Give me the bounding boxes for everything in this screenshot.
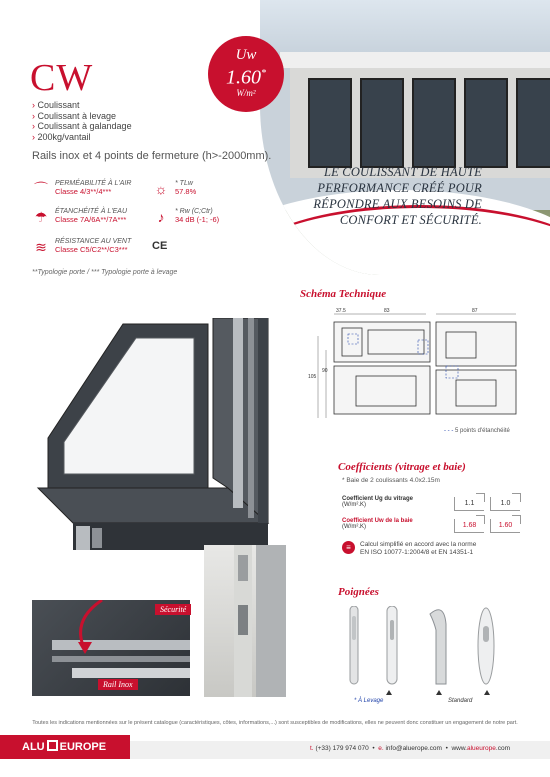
product-title: CW [30, 57, 94, 99]
sound-icon: ♪ [157, 209, 165, 225]
uw-row: Coefficient Uw de la baie (W/m².K) [342, 518, 413, 530]
logo-square-icon [47, 740, 58, 751]
rail-inox-label: Rail Inox [98, 679, 138, 690]
standard-label: Standard [448, 698, 473, 704]
spec-tlw: ☼ * TLw 57.8% [152, 180, 196, 198]
spec-water: ☂ ÉTANCHÉITÉ À L'EAU Classe 7A/6A**/7A*** [32, 208, 127, 226]
dim-h2: 90 [322, 368, 328, 374]
lever-label: * À Levage [354, 698, 384, 704]
disclaimer: Toutes les indications mentionnées sur le présent catalogue (caractéristiques, côtes, informations,...) sont susceptibles de modifications, elles ne peuvent donc constituer un engagement de notre part. [32, 720, 518, 726]
sun-icon: ☼ [154, 181, 168, 197]
security-label: Sécurité [155, 604, 191, 615]
ug-value-2: 1.0 [490, 497, 520, 511]
list-item: › Coulissant à levage [32, 111, 132, 122]
footer [0, 735, 550, 759]
technical-schema-drawing [296, 306, 526, 426]
document-icon: ≡ [342, 541, 355, 554]
rails-text: Rails inox et 4 points de fermeture (h>-2000mm). [32, 150, 272, 162]
uw-value-1: 1.68 [454, 519, 484, 533]
standard-marker-icon [484, 690, 490, 695]
frame-profile-illustration [28, 318, 288, 578]
dim-w1: 37.5 [336, 308, 346, 314]
coefficients-subtitle: * Baie de 2 coulissants 4.0x2.15m [342, 477, 440, 484]
dim-h1: 105 [308, 374, 317, 380]
standard-handle-1-icon [424, 606, 458, 688]
standard-marker-icon [436, 690, 442, 695]
list-item: › Coulissant à galandage [32, 121, 132, 132]
website-link[interactable]: www.alueurope.com [451, 745, 510, 752]
calc-note: ≡ Calcul simplifié en accord avec la norme EN ISO 10077-1:2004/8 et EN 14351-1 [342, 541, 476, 557]
spec-wind: ≋ RÉSISTANCE AU VENT Classe C5/C2**/C3*** [32, 238, 131, 256]
spec-air: ⌒ PERMÉABILITÉ À L'AIR Classe 4/3**/4*** [34, 180, 132, 197]
lever-handle-2-icon [384, 606, 400, 688]
contact-info: t. (+33) 179 974 070 • e. info@aluerope.com • www.alueurope.com [310, 745, 510, 752]
schema-title: Schéma Technique [300, 288, 387, 300]
ug-row: Coefficient Ug du vitrage (W/m².K) [342, 496, 414, 508]
uw-badge: Uw 1.60* W/m² [208, 36, 284, 112]
standard-handle-2-icon [476, 606, 496, 688]
schema-note: - - - 5 points d'étanchéité [444, 428, 510, 434]
ug-value-1: 1.1 [454, 497, 484, 511]
email-link[interactable]: info@aluerope.com [385, 745, 442, 752]
hero-building-photo [260, 0, 550, 275]
water-icon: ☂ [34, 209, 48, 225]
dim-w3: 87 [472, 308, 478, 314]
brand-logo: ALU EUROPE [0, 735, 130, 759]
poignees-title: Poignées [338, 586, 379, 598]
wind-icon: ≋ [35, 239, 47, 255]
spec-rw: ♪ * Rw (C;Ctr) 34 dB (-1; -6) [152, 208, 219, 226]
lever-handle-1-icon [346, 606, 362, 688]
list-item: › Coulissant [32, 100, 132, 111]
list-item: › 200kg/vantail [32, 132, 132, 143]
product-types-list [32, 100, 132, 142]
air-icon: ⌒ [34, 181, 48, 197]
ce-mark: CE [152, 240, 168, 252]
dim-w2: 83 [384, 308, 390, 314]
typology-note: **Typologie porte / *** Typologie porte à levage [32, 269, 178, 276]
coefficients-title: Coefficients (vitrage et baie) [338, 461, 466, 473]
uw-value-2: 1.60 [490, 519, 520, 533]
lever-marker-icon [386, 690, 392, 695]
tagline: LE COULISSANT DE HAUTE PERFORMANCE CRÉÉ POUR RÉPONDRE AUX BESOINS DE CONFORT ET SÉCURITÉ. [313, 165, 482, 227]
security-lock-photo [204, 545, 286, 697]
